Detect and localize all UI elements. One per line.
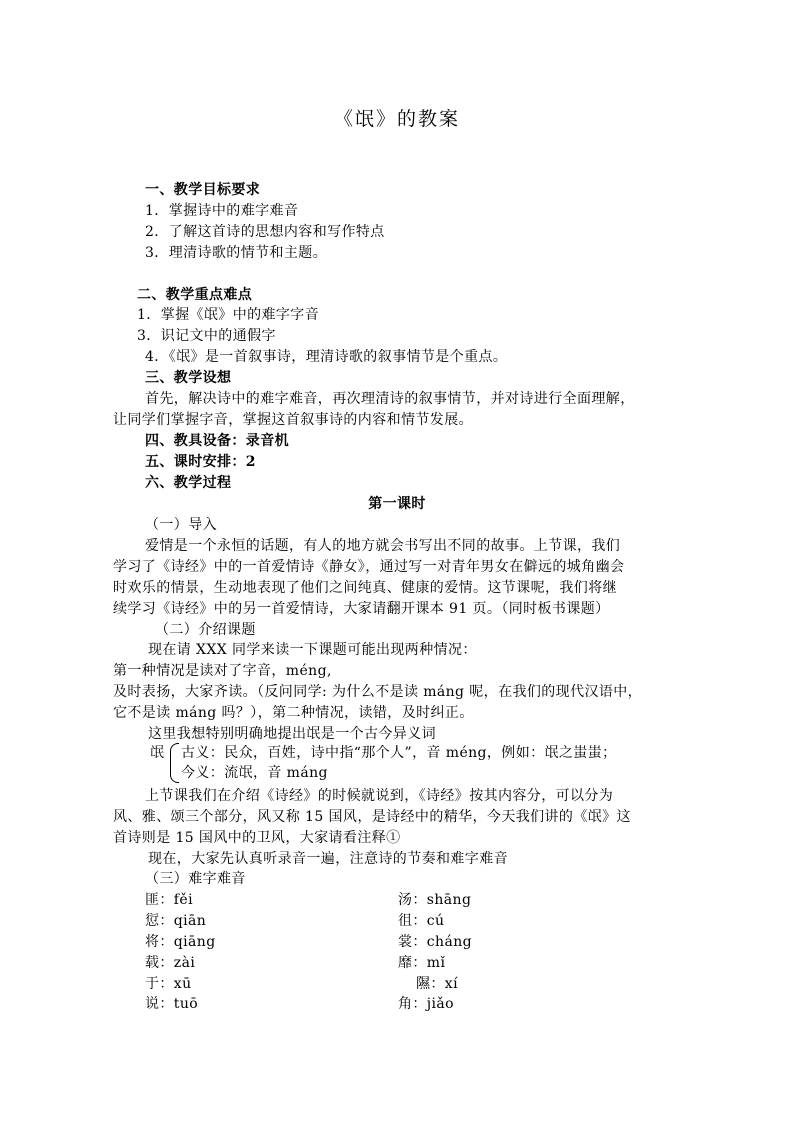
list-item: 3．识记文中的通假字 [137, 328, 276, 344]
paragraph-line: 时欢乐的情景，生动地表现了他们之间纯真、健康的爱情。这节课呢，我们将继 [113, 580, 617, 596]
pronunciation-item: 靡：mǐ [398, 955, 446, 971]
paragraph-line: 现在，大家先认真听录音一遍，注意诗的节奏和难字难音 [148, 851, 508, 867]
page-title: 《氓》的教案 [333, 108, 460, 130]
paragraph-line: 它不是读 máng 吗？），第二种情况，读错，及时纠正。 [113, 705, 474, 721]
ancient-meaning: 古义：民众，百姓，诗中指“那个人”，音 méng，例如：氓之蚩蚩； [181, 745, 617, 761]
paragraph-line: 及时表扬，大家齐读。（反问同学: 为什么不是读 máng 呢，在我们的现代汉语中， [113, 684, 643, 700]
section-heading-schedule: 五、课时安排：2 [145, 454, 256, 470]
paragraph-line: 风、雅、颂三个部分，风又称 15 国风，是诗经中的精华，今天我们讲的《氓》这 [113, 809, 631, 825]
meng-character: 氓 [150, 745, 165, 761]
paragraph-line: 学习了《诗经》中的一首爱情诗《静女》，通过写一对青年男女在僻远的城角幽会 [113, 559, 625, 575]
section-heading-key-points: 二、教学重点难点 [137, 287, 253, 303]
paragraph-line: 第一种情况是读对了字音，méng, [113, 663, 332, 679]
list-item: 2．了解这首诗的思想内容和写作特点 [145, 224, 385, 240]
list-item: 3．理清诗歌的情节和主题。 [145, 245, 328, 261]
list-item: 1．掌握诗中的难字难音 [145, 203, 299, 219]
paragraph-line: 现在请 XXX 同学来读一下课题可能出现两种情况： [148, 642, 477, 658]
paragraph-line: 让同学们掌握字音，掌握这首叙事诗的内容和情节发展。 [113, 412, 473, 428]
section-heading-design: 三、教学设想 [145, 370, 232, 386]
pronunciation-item: 裳：cháng [398, 934, 472, 950]
list-item: 1．掌握《氓》中的难字字音 [137, 307, 320, 323]
paragraph-line: 爱情是一个永恒的话题，有人的地方就会书写出不同的故事。上节课，我们 [145, 538, 621, 554]
pronunciation-item: 于：xū [145, 976, 192, 992]
brace-icon [170, 743, 179, 783]
pronunciation-item: 匪：fěi [145, 892, 193, 908]
pronunciation-item: 载：zài [145, 955, 196, 971]
subsection-heading: （二）介绍课题 [155, 622, 256, 638]
pronunciation-item: 角：jiǎo [398, 996, 454, 1012]
subsection-heading: （三）难字难音 [145, 871, 246, 887]
paragraph-line: 续学习《诗经》中的另一首爱情诗，大家请翻开课本 91 页。（同时板书课题） [113, 601, 610, 617]
modern-meaning: 今义：流氓，音 máng [181, 765, 328, 781]
pronunciation-item: 愆：qiān [145, 913, 207, 929]
paragraph-line: 这里我想特别明确地提出氓是一个古今异义词 [148, 726, 436, 742]
section-heading-equipment: 四、教具设备：录音机 [145, 433, 289, 449]
pronunciation-item: 徂：cú [398, 913, 445, 929]
list-item: 4．《氓》是一首叙事诗，理清诗歌的叙事情节是个重点。 [145, 349, 508, 365]
pronunciation-item: 说：tuō [145, 996, 199, 1012]
section-heading-goals: 一、教学目标要求 [145, 182, 261, 198]
paragraph-line: 上节课我们在介绍《诗经》的时候就说到，《诗经》按其内容分，可以分为 [145, 788, 614, 804]
subsection-heading: （一）导入 [145, 517, 217, 533]
pronunciation-item: 汤：shāng [398, 892, 472, 908]
paragraph-line: 首诗则是 15 国风中的卫风，大家请看注释① [113, 830, 401, 846]
pronunciation-item: 将：qiāng [145, 934, 216, 950]
section-heading-process: 六、教学过程 [145, 475, 232, 491]
paragraph-line: 首先，解决诗中的难字难音，再次理清诗的叙事情节，并对诗进行全面理解， [145, 391, 635, 407]
pronunciation-item: 隰：xí [416, 976, 458, 992]
lesson-heading: 第一课时 [368, 496, 426, 512]
